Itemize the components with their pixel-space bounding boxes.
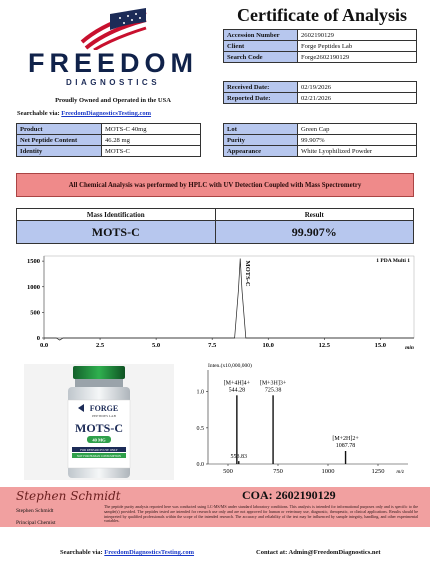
purity-value: 99.907%: [298, 135, 417, 146]
table-row: [224, 52, 417, 63]
vial-brand-sub: PEPTIDES LAB: [92, 414, 116, 418]
ms-peak-ion: [M+4H]4+: [223, 380, 251, 387]
x-tick-label: 15.0: [374, 342, 387, 349]
x-tick-label: 0.0: [39, 342, 49, 349]
vial-note-human: NOT FOR HUMAN CONSUMPTION: [76, 454, 122, 458]
appearance-key: Appearance: [224, 146, 298, 157]
client-key: Client: [224, 41, 298, 52]
table-row: [224, 82, 417, 93]
ms-x-tick-label: 1000: [321, 468, 335, 475]
x-tick-label: 10.0: [262, 342, 274, 349]
ms-x-tick-label: 500: [223, 468, 233, 475]
table-row: [17, 124, 201, 135]
flag-logo-icon: [80, 8, 150, 50]
ms-peak-ion: [M+3H]3+: [259, 380, 287, 387]
lot-key: Lot: [224, 124, 298, 135]
coa-number: COA: 2602190129: [242, 488, 336, 502]
net-peptide-key: Net Peptide Content: [17, 135, 102, 146]
ms-y-tick-label: 0.0: [196, 462, 204, 468]
search-code-value: Forge2602190129: [298, 52, 417, 63]
table-row: [17, 135, 201, 146]
footer-searchable-link[interactable]: FreedomDiagnosticsTesting.com: [104, 549, 195, 556]
page-title: Certificate of Analysis: [237, 5, 407, 25]
mass-col-header: Mass Identification: [86, 211, 145, 219]
lot-value: Green Cap: [298, 124, 417, 135]
mass-result: 99.907%: [215, 221, 414, 243]
brand-name: FREEDOM: [28, 48, 198, 78]
x-tick-label: 7.5: [208, 342, 217, 349]
reported-key: Reported Date:: [224, 93, 298, 104]
result-col-header: Result: [215, 209, 414, 220]
mass-table-header: [17, 209, 413, 221]
hplc-chromatogram: [14, 252, 418, 358]
method-banner: All Chemical Analysis was performed by HPLC with UV Detection Coupled with Mass Spectrometry: [16, 173, 414, 197]
received-key: Received Date:: [224, 82, 298, 93]
accession-value: 2602190129: [298, 30, 417, 41]
y-tick-label: 1000: [27, 283, 40, 291]
chromatogram-legend: 1 PDA Multi 1: [376, 258, 410, 264]
ms-peak-value: 553.83: [230, 454, 248, 460]
footer-searchable-label: Searchable via:: [60, 549, 103, 556]
x-tick-label: 2.5: [95, 342, 105, 349]
green-cap: [73, 366, 125, 379]
table-row: [17, 146, 201, 157]
lot-table: [223, 123, 417, 157]
owned-tagline: Proudly Owned and Operated in the USA: [55, 97, 171, 104]
table-row: [224, 135, 417, 146]
accession-table: [223, 29, 417, 63]
reported-value: 02/21/2026: [298, 93, 417, 104]
ms-y-label: Inten.(x10,000,000): [208, 363, 252, 369]
y-tick-label: 0: [36, 335, 40, 342]
searchable-line: [17, 110, 151, 117]
table-row: [224, 30, 417, 41]
signer-title: Principal Chemist: [16, 520, 56, 526]
product-table: [16, 123, 201, 157]
vial-brand: FORGE: [89, 404, 119, 413]
ms-x-tick-label: 750: [273, 468, 283, 475]
brand-subtitle: DIAGNOSTICS: [65, 78, 161, 87]
mass-identification-table: [16, 208, 414, 244]
mass-table-row: [17, 221, 413, 243]
mass-identity: MOTS-C: [91, 225, 140, 239]
net-peptide-value: 46.28 mg: [102, 135, 201, 146]
table-row: [224, 124, 417, 135]
received-value: 02/19/2026: [298, 82, 417, 93]
y-tick-label: 500: [30, 309, 40, 317]
vial-image: [24, 364, 174, 480]
signer-name: Stephen Schmidt: [16, 508, 54, 514]
ms-peak-ion: [M+2H]2+: [332, 435, 359, 442]
signature: Stephen Schmidt: [16, 489, 121, 503]
vial-note-research: FOR RESEARCH USE ONLY: [80, 447, 118, 452]
identity-key: Identity: [17, 146, 102, 157]
searchable-label: Searchable via:: [17, 110, 60, 117]
purity-key: Purity: [224, 135, 298, 146]
table-row: [224, 146, 417, 157]
x-tick-label: 12.5: [318, 342, 330, 349]
identity-value: MOTS-C: [102, 146, 201, 157]
ms-peak-value: 1087.78: [335, 442, 356, 449]
ms-x-unit: m/z: [396, 469, 404, 475]
vial-product: MOTS-C: [75, 421, 123, 435]
ms-peak-value: 725.38: [264, 387, 282, 394]
accession-key: Accession Number: [224, 30, 298, 41]
dates-table: [223, 81, 417, 104]
appearance-value: White Lyophilized Powder: [298, 146, 417, 157]
ms-peak-value: 544.28: [228, 387, 246, 394]
x-unit-label: min: [405, 345, 414, 351]
table-row: [224, 41, 417, 52]
peak-label: MOTS-C: [244, 260, 252, 287]
product-key: Product: [17, 124, 102, 135]
product-value: MOTS-C 40mg: [102, 124, 201, 135]
x-tick-label: 5.0: [152, 342, 161, 349]
disclaimer-text: The peptide purity analysis reported here was conducted using LC-MS/MS under standard laboratory conditions. This analysis is intended for informational purposes only and is specific to the sample(s) provided. The peptides tested are intended for research use only and are not approved for human or veterinary use, diagnostic, therapeutic, or clinical applications. Results should be interpreted by qualified professionals within the scope of the intended research. The accuracy and reliability of the test may be influenced by sample integrity, handling, and other experimental variables.: [104, 504, 418, 524]
searchable-link[interactable]: FreedomDiagnosticsTesting.com: [61, 110, 152, 117]
mass-spectrum: [180, 358, 412, 482]
chromatogram-trace: [44, 259, 414, 340]
vial-dose: 40 MG: [92, 437, 106, 443]
y-tick-label: 1500: [27, 258, 40, 266]
footer-searchable: [60, 549, 194, 556]
product-photo: [24, 364, 174, 480]
search-code-key: Search Code: [224, 52, 298, 63]
client-value: Forge Peptides Lab: [298, 41, 417, 52]
ms-x-tick-label: 1250: [371, 468, 385, 475]
ms-y-tick-label: 0.5: [196, 425, 204, 432]
footer-contact: Contact at: Admin@FreedomDiagnostics.net: [256, 549, 381, 556]
ms-y-tick-label: 1.0: [196, 389, 204, 396]
table-row: [224, 93, 417, 104]
